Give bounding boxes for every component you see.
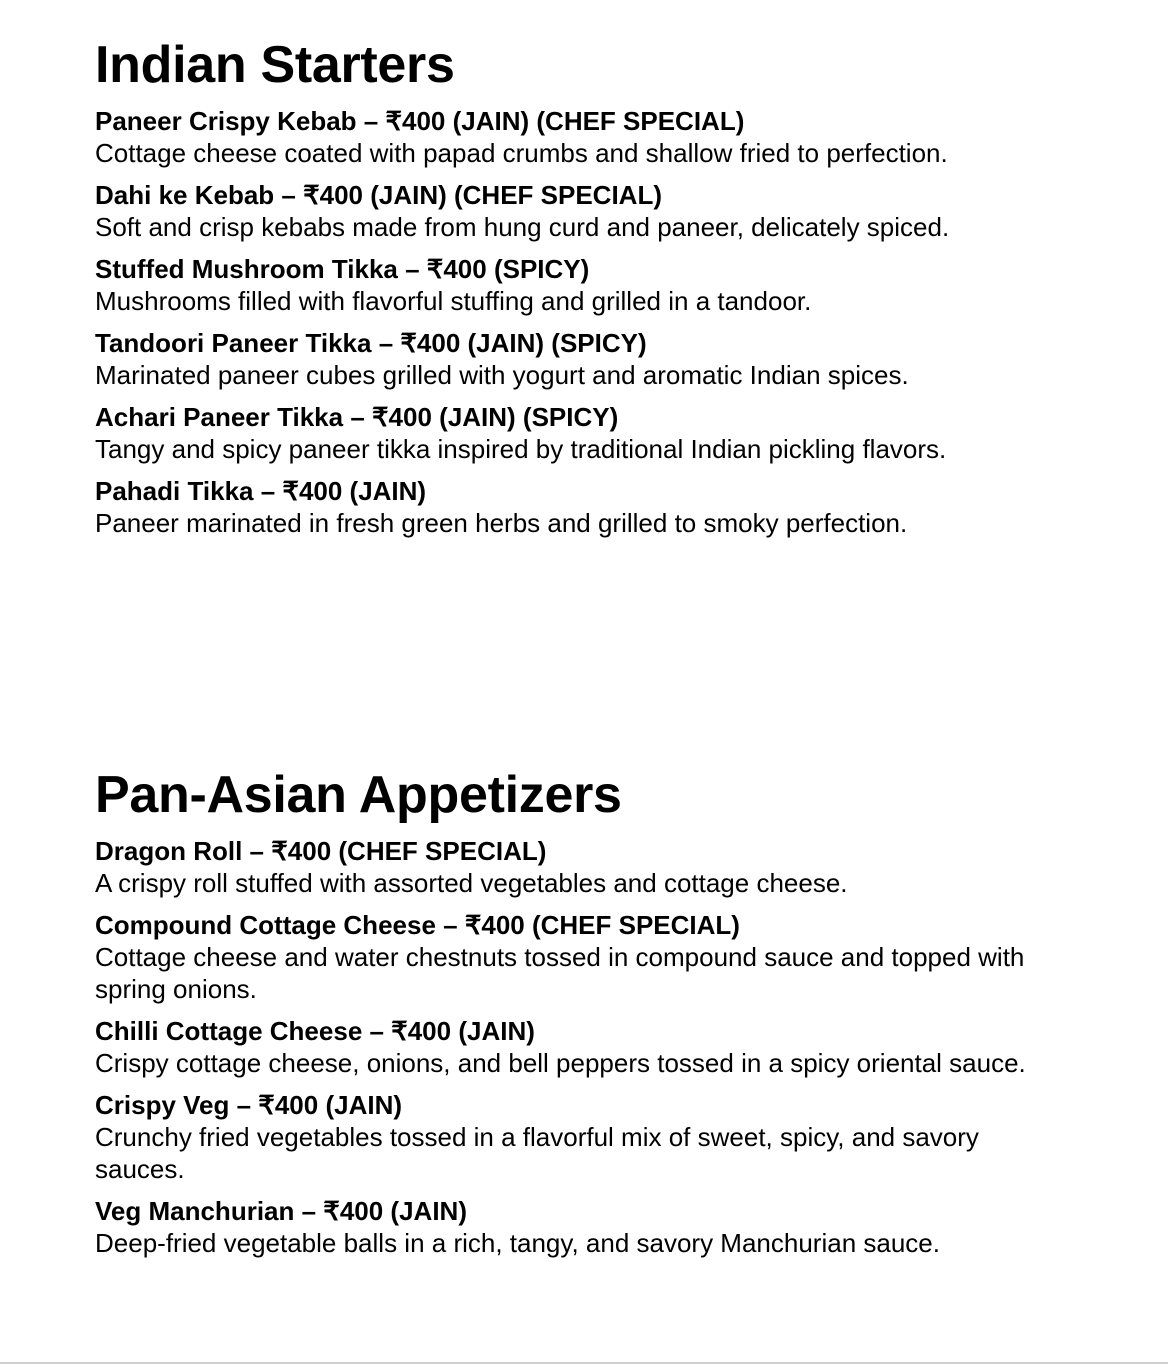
menu-item bbox=[95, 179, 1055, 243]
item-description: Soft and crisp kebabs made from hung curd and paneer, delicately spiced. bbox=[95, 212, 950, 242]
item-name: Tandoori Paneer Tikka – ₹400 (JAIN) (SPICY) bbox=[95, 328, 647, 358]
item-description: Crispy cottage cheese, onions, and bell peppers tossed in a spicy oriental sauce. bbox=[95, 1048, 1026, 1078]
section-title: Pan-Asian Appetizers bbox=[95, 766, 622, 824]
menu-item bbox=[95, 401, 1055, 465]
menu-item bbox=[95, 105, 1055, 169]
item-description: Cottage cheese and water chestnuts tossed in compound sauce and topped with spring onions. bbox=[95, 942, 1025, 1004]
section-title: Indian Starters bbox=[95, 36, 455, 94]
item-description: Mushrooms filled with flavorful stuffing and grilled in a tandoor. bbox=[95, 286, 812, 316]
item-description: Paneer marinated in fresh green herbs and grilled to smoky perfection. bbox=[95, 508, 908, 538]
item-name: Compound Cottage Cheese – ₹400 (CHEF SPECIAL) bbox=[95, 910, 740, 940]
menu-item bbox=[95, 1015, 1055, 1079]
item-description: A crispy roll stuffed with assorted vegetables and cottage cheese. bbox=[95, 868, 848, 898]
menu-item bbox=[95, 909, 1055, 1005]
menu-item bbox=[95, 327, 1055, 391]
item-name: Crispy Veg – ₹400 (JAIN) bbox=[95, 1090, 402, 1120]
item-description: Cottage cheese coated with papad crumbs and shallow fried to perfection. bbox=[95, 138, 948, 168]
item-name: Chilli Cottage Cheese – ₹400 (JAIN) bbox=[95, 1016, 535, 1046]
item-description: Crunchy fried vegetables tossed in a flavorful mix of sweet, spicy, and savory sauces. bbox=[95, 1122, 979, 1184]
menu-item bbox=[95, 253, 1055, 317]
item-name: Stuffed Mushroom Tikka – ₹400 (SPICY) bbox=[95, 254, 590, 284]
menu-item bbox=[95, 835, 1055, 899]
item-description: Marinated paneer cubes grilled with yogurt and aromatic Indian spices. bbox=[95, 360, 909, 390]
item-name: Dahi ke Kebab – ₹400 (JAIN) (CHEF SPECIAL) bbox=[95, 180, 662, 210]
menu-item bbox=[95, 1089, 1055, 1185]
section-pan-asian-appetizers bbox=[95, 762, 1055, 1269]
item-description: Tangy and spicy paneer tikka inspired by traditional Indian pickling flavors. bbox=[95, 434, 947, 464]
menu-item bbox=[95, 475, 1055, 539]
item-name: Dragon Roll – ₹400 (CHEF SPECIAL) bbox=[95, 836, 547, 866]
section-indian-starters bbox=[95, 32, 1055, 549]
item-name: Pahadi Tikka – ₹400 (JAIN) bbox=[95, 476, 427, 506]
item-description: Deep-fried vegetable balls in a rich, tangy, and savory Manchurian sauce. bbox=[95, 1228, 940, 1258]
item-name: Paneer Crispy Kebab – ₹400 (JAIN) (CHEF SPECIAL) bbox=[95, 106, 745, 136]
item-name: Achari Paneer Tikka – ₹400 (JAIN) (SPICY) bbox=[95, 402, 619, 432]
item-name: Veg Manchurian – ₹400 (JAIN) bbox=[95, 1196, 467, 1226]
menu-item bbox=[95, 1195, 1055, 1259]
